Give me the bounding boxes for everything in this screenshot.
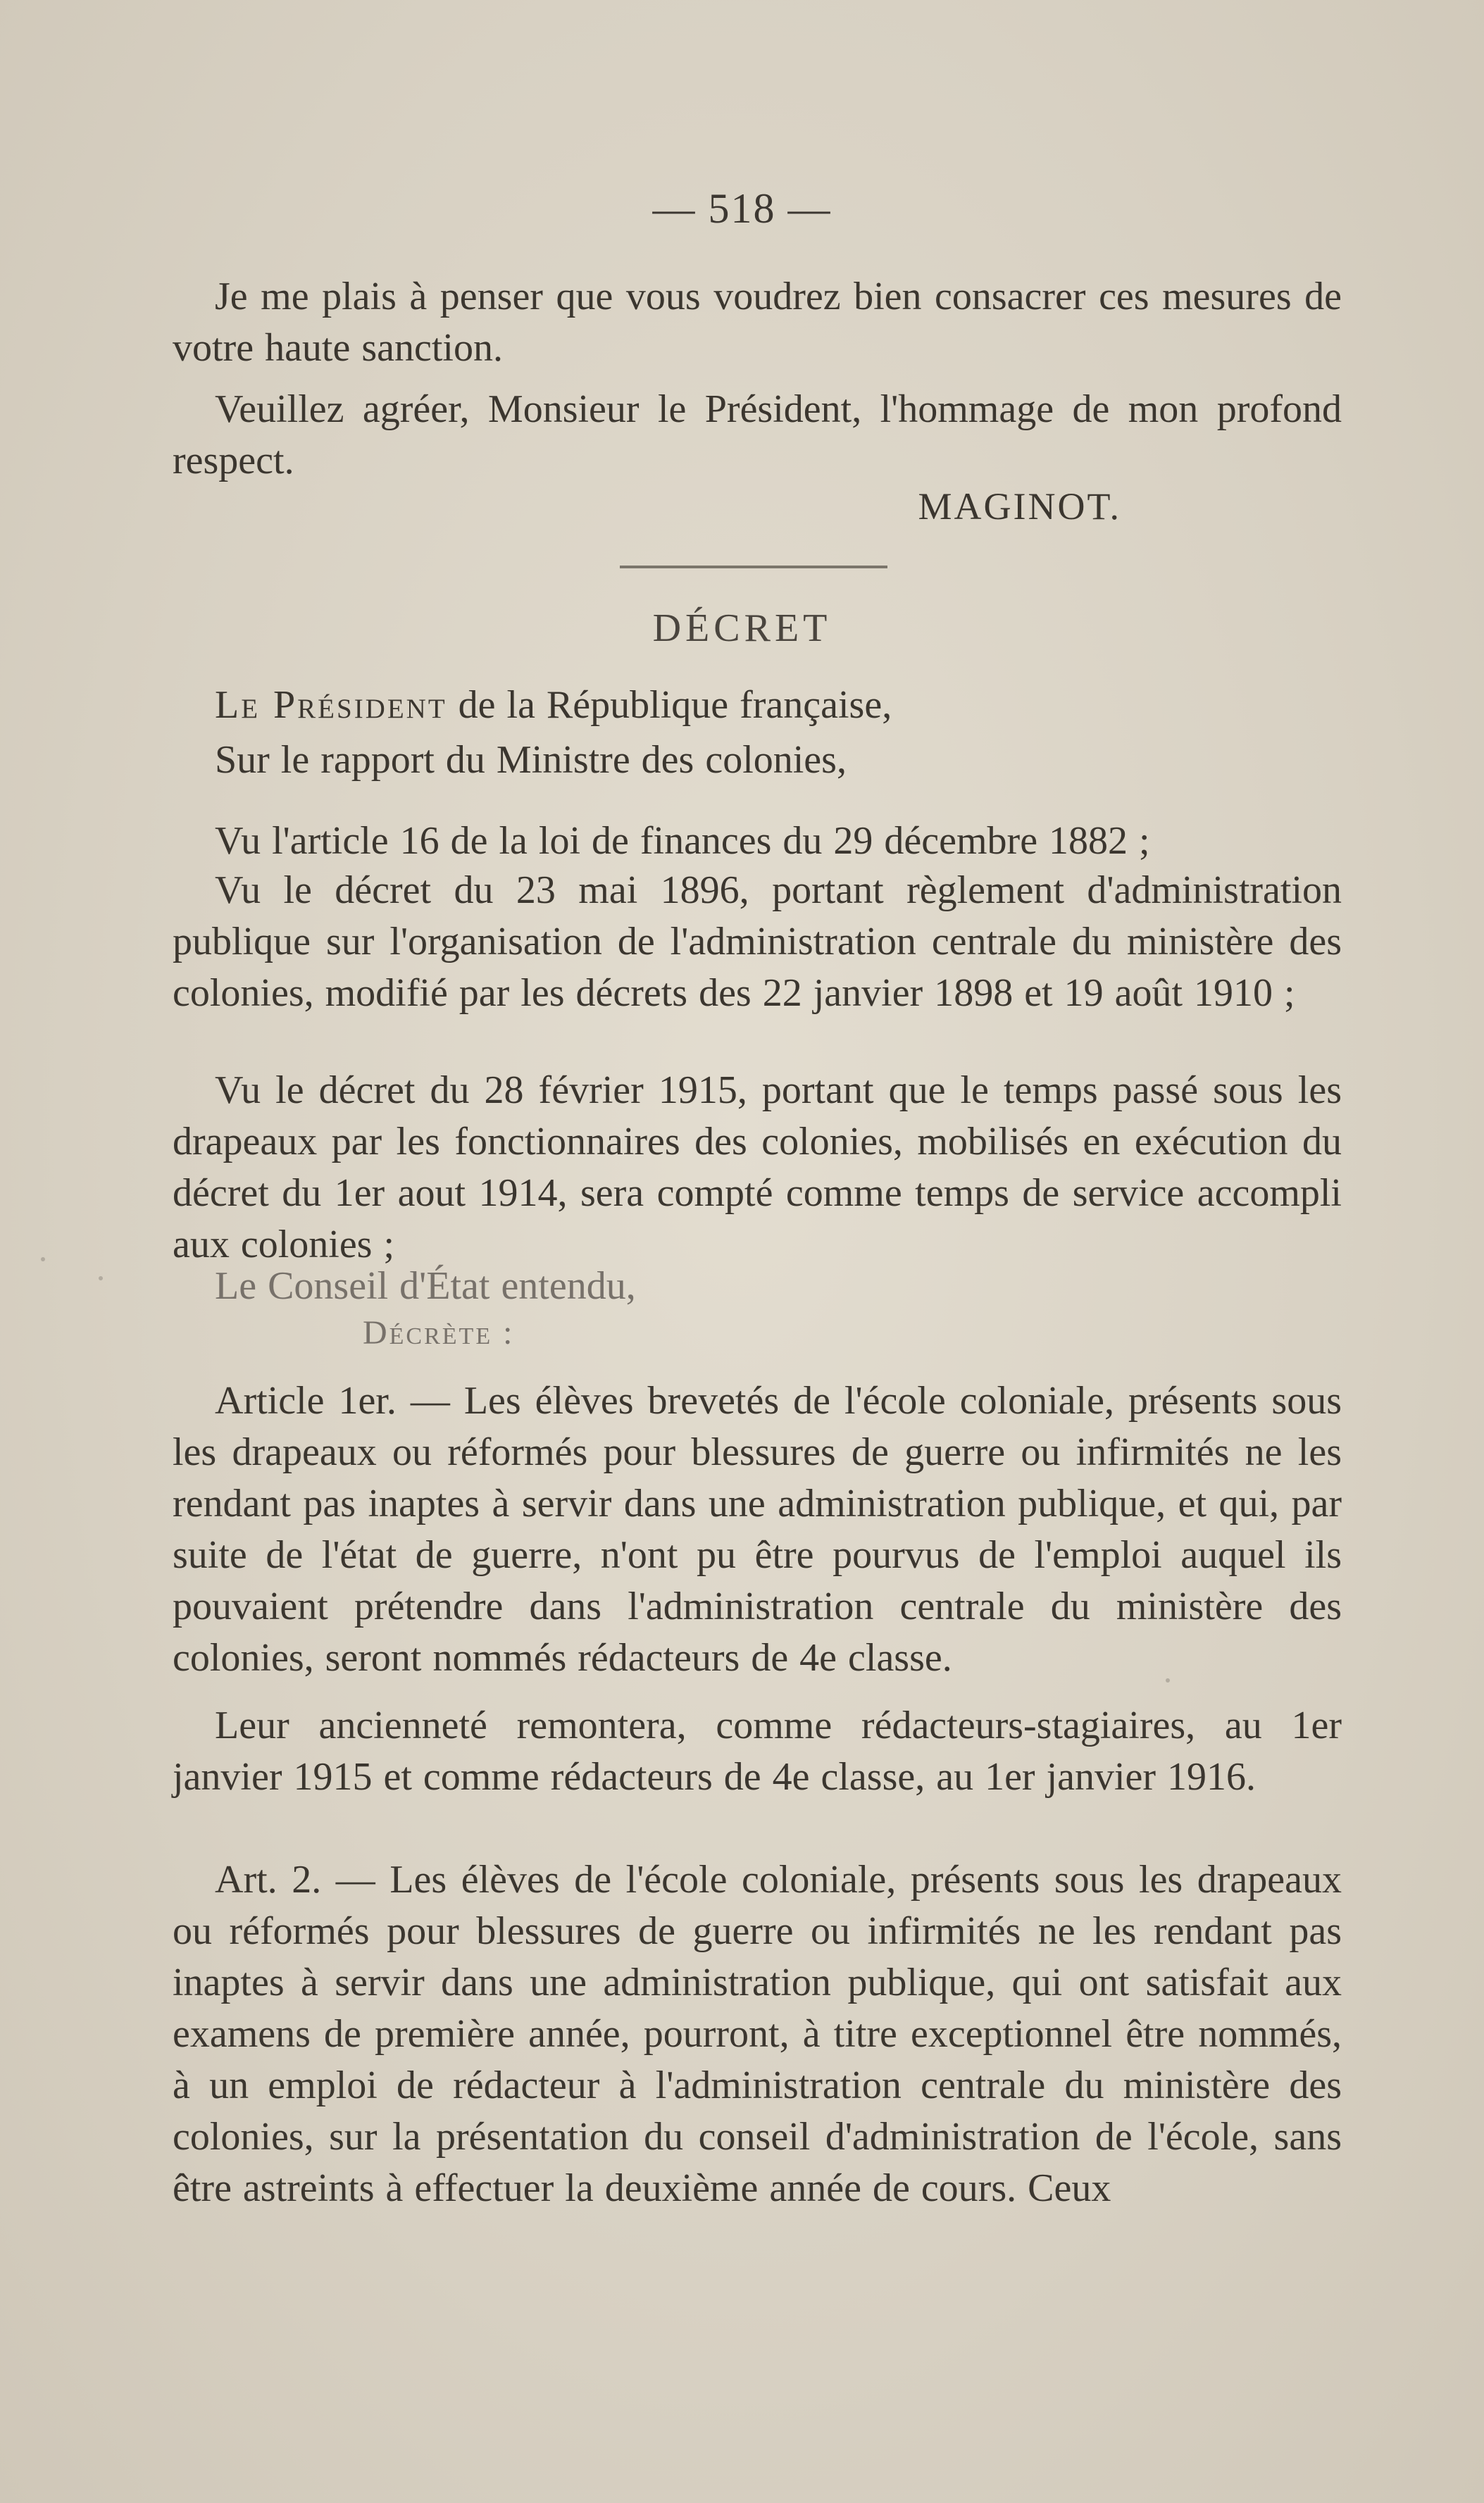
visa-line: Sur le rapport du Ministre des colonies, [215, 738, 847, 782]
signature: MAGINOT. [918, 485, 1121, 528]
decrete-label: Décrète : [363, 1314, 515, 1352]
section-divider [620, 566, 887, 568]
page-number: — 518 — [652, 185, 832, 232]
article-paragraph: Article 1er. — Les élèves brevetés de l'école coloniale, présents sous les drapeaux ou réformés pour blessures de guerre ou infirmités ne les rendant pas inaptes à servir dans une administration publique, et qui, par suite de l'état de guerre, n'ont pu être pourvus de l'emploi auquel ils pouvaient prétendre dans l'administration centrale du ministère des colonies, seront nommés rédacteurs de 4e classe. [173, 1379, 1342, 1680]
decree-heading: DÉCRET [652, 606, 832, 650]
president-smallcaps: Le Président [215, 683, 447, 727]
decree-president-line [173, 680, 1342, 731]
paper-speck [41, 1257, 45, 1261]
visa-line: Vu le décret du 23 mai 1896, portant règlement d'administration publique sur l'organisation de l'administration centrale du ministère des colonies, modifié par les décrets des 22 janvier 1898 et 19 août 1910 ; [173, 868, 1342, 1015]
paper-speck [1166, 1678, 1170, 1683]
paper-speck [99, 1276, 103, 1280]
visa-line: Vu le décret du 28 février 1915, portant que le temps passé sous les drapeaux par les fonctionnaires des colonies, mobilisés en exécution du décret du 1er aout 1914, sera compté comme temps de service accompli aux colonies ; [173, 1068, 1342, 1266]
visa-line: Vu l'article 16 de la loi de finances du 29 décembre 1882 ; [215, 819, 1150, 863]
article-paragraph: Art. 2. — Les élèves de l'école coloniale, présents sous les drapeaux ou réformés pour blessures de guerre ou infirmités ne les rendant pas inaptes à servir dans une administration publique, qui ont satisfait aux examens de première année, pourront, à titre exceptionnel être nommés, à un emploi de rédacteur à l'administration centrale du ministère des colonies, sur la présentation du conseil d'administration de l'école, sans être astreints à effectuer la deuxième année de cours. Ceux [173, 1858, 1342, 2210]
article-paragraph: Leur ancienneté remontera, comme rédacteurs-stagiaires, au 1er janvier 1915 et comme rédacteurs de 4e classe, au 1er janvier 1916. [173, 1704, 1342, 1799]
closing-paragraph-1: Je me plais à penser que vous voudrez bien consacrer ces mesures de votre haute sanction. [173, 275, 1342, 370]
visa-line: Le Conseil d'État entendu, [215, 1264, 636, 1308]
president-rest: de la République française, [447, 683, 892, 727]
closing-paragraph-2: Veuillez agréer, Monsieur le Président, l'hommage de mon profond respect. [173, 387, 1342, 482]
